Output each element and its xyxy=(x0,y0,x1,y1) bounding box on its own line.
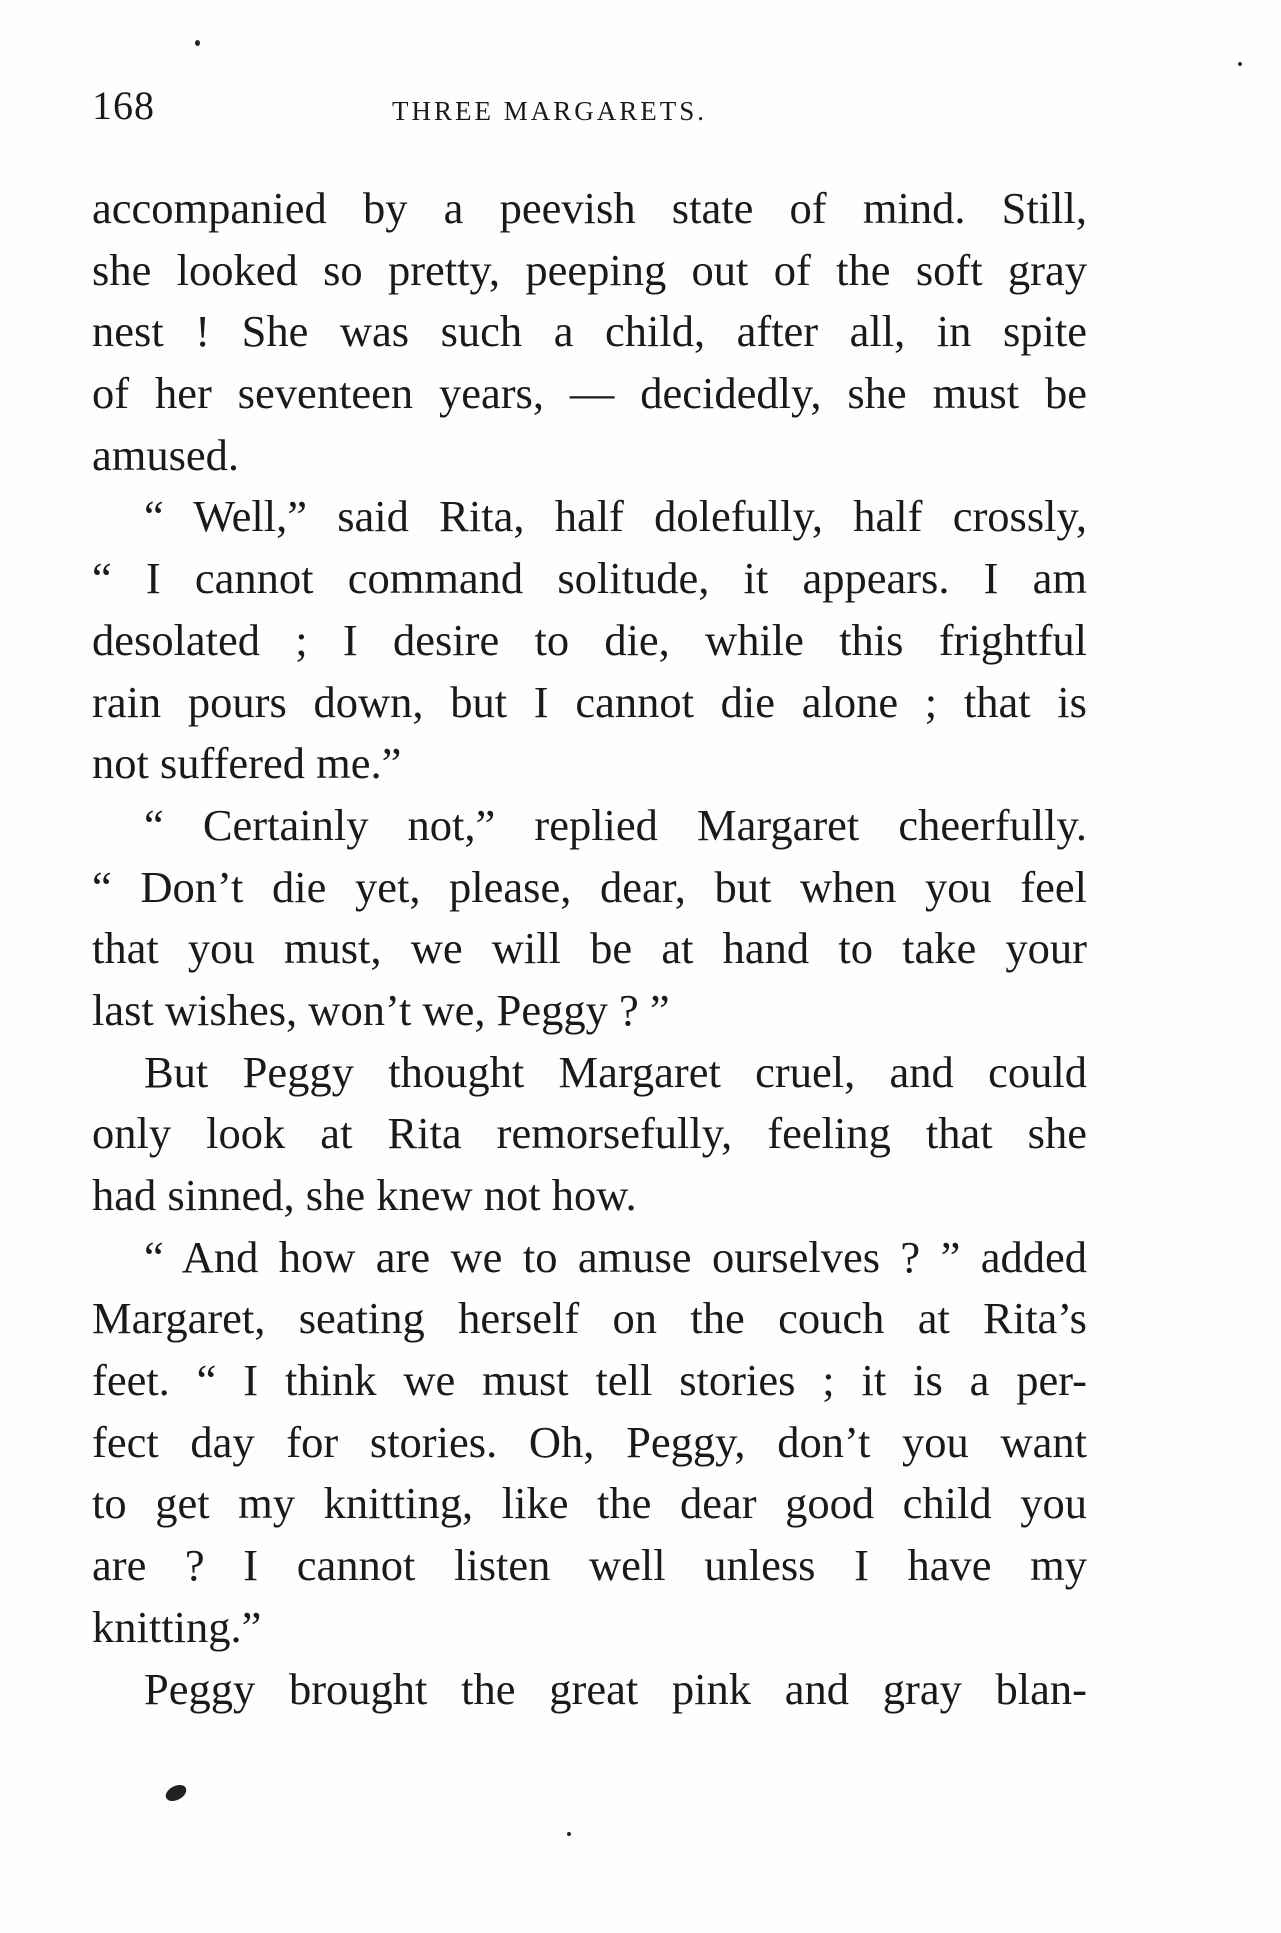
body-text xyxy=(92,178,1087,1720)
ink-speck xyxy=(1238,62,1242,66)
ink-speck xyxy=(195,40,200,46)
text-line: “ Well,” said Rita, half dolefully, half crossly, xyxy=(144,491,1087,542)
text-line: desolated ; I desire to die, while this frightful xyxy=(92,614,1087,665)
text-line: last wishes, won’t we, Peggy ? ” xyxy=(92,984,670,1035)
text-line: rain pours down, but I cannot die alone ; that is xyxy=(92,676,1087,727)
text-line: But Peggy thought Margaret cruel, and could xyxy=(144,1046,1087,1097)
text-line: she looked so pretty, peeping out of the soft gray xyxy=(92,244,1087,295)
text-line: “ Don’t die yet, please, dear, but when you feel xyxy=(92,861,1087,912)
page-number: 168 xyxy=(92,83,155,128)
text-line: amused. xyxy=(92,429,240,480)
text-line: nest ! She was such a child, after all, in spite xyxy=(92,306,1087,357)
ink-blot xyxy=(163,1782,189,1805)
text-line: had sinned, she knew not how. xyxy=(92,1170,637,1220)
text-line: Peggy brought the great pink and gray blan- xyxy=(144,1663,1087,1714)
page-header xyxy=(92,82,1092,142)
text-line: only look at Rita remorsefully, feeling that she xyxy=(92,1108,1087,1159)
running-title: THREE MARGARETS. xyxy=(392,96,708,126)
ink-speck xyxy=(567,1832,571,1836)
text-line: fect day for stories. Oh, Peggy, don’t you want xyxy=(92,1416,1087,1467)
text-line: are ? I cannot listen well unless I have my xyxy=(92,1540,1087,1591)
text-line: not suffered me.” xyxy=(92,738,402,789)
text-line: feet. “ I think we must tell stories ; it is a per- xyxy=(92,1355,1087,1406)
text-line: knitting.” xyxy=(92,1601,262,1652)
text-line: that you must, we will be at hand to take your xyxy=(92,923,1087,974)
text-line: Margaret, seating herself on the couch at Rita’s xyxy=(92,1293,1087,1344)
text-line: “ I cannot command solitude, it appears. I am xyxy=(92,553,1087,604)
text-line: accompanied by a peevish state of mind. Still, xyxy=(92,183,1087,233)
text-line: of her seventeen years, — decidedly, she must be xyxy=(92,368,1087,419)
text-line: to get my knitting, like the dear good child you xyxy=(92,1478,1087,1529)
text-line: “ And how are we to amuse ourselves ? ” added xyxy=(144,1231,1087,1282)
text-line: “ Certainly not,” replied Margaret cheerfully. xyxy=(144,799,1087,850)
